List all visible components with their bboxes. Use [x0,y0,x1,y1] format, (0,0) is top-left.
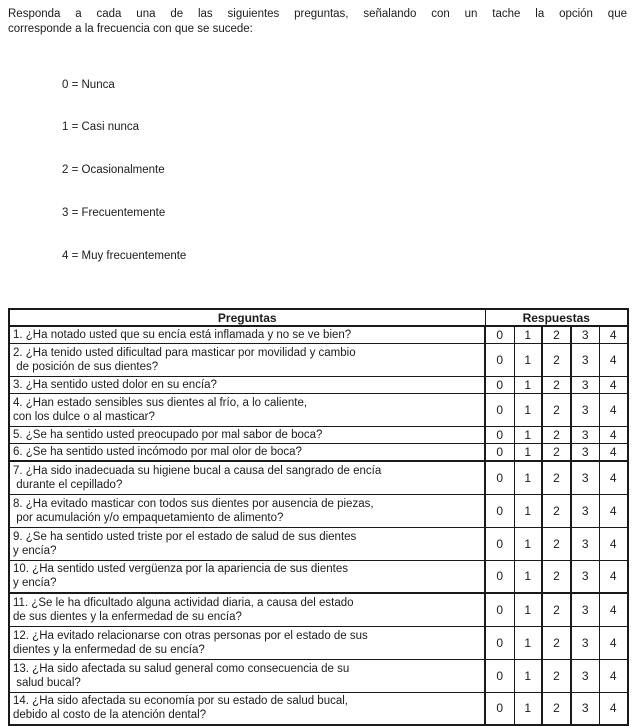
answer-option-0[interactable]: 0 [485,377,514,394]
answer-option-2[interactable]: 2 [542,692,571,725]
answer-option-1[interactable]: 1 [514,344,542,377]
answer-option-1[interactable]: 1 [514,659,542,692]
answer-option-4[interactable]: 4 [599,344,628,377]
table-row [9,444,628,462]
answer-option-1[interactable]: 1 [514,427,542,444]
answer-option-1[interactable]: 1 [514,692,542,725]
question-cell: 4. ¿Han estado sensibles sus dientes al frío, a lo caliente, con los dulce o al masticar? [9,394,485,427]
answer-option-4[interactable]: 4 [599,377,628,394]
question-cell: 7. ¿Ha sido inadecuada su higiene bucal a causa del sangrado de encía durante el cepillado? [9,461,485,494]
answer-option-0[interactable]: 0 [485,626,514,659]
answer-option-0[interactable]: 0 [485,560,514,593]
questions-body [9,326,628,725]
legend-item-4: 4 = Muy frecuentemente [62,250,187,263]
answer-option-0[interactable]: 0 [485,527,514,560]
answer-option-3[interactable]: 3 [571,494,599,527]
question-cell: 2. ¿Ha tenido usted dificultad para masticar por movilidad y cambio de posición de sus dientes? [9,344,485,377]
answer-option-0[interactable]: 0 [485,593,514,626]
answer-option-3[interactable]: 3 [571,692,599,725]
instructions-text [8,7,627,36]
answer-option-4[interactable]: 4 [599,626,628,659]
answer-option-3[interactable]: 3 [571,527,599,560]
answer-option-0[interactable]: 0 [485,444,514,462]
answer-option-4[interactable]: 4 [599,560,628,593]
answer-option-0[interactable]: 0 [485,659,514,692]
table-row [9,692,628,725]
question-cell: 8. ¿Ha evitado masticar con todos sus dientes por ausencia de piezas, por acumulación y/o empaquetamiento de alimento? [9,494,485,527]
table-row [9,344,628,377]
answer-option-4[interactable]: 4 [599,692,628,725]
answer-option-2[interactable]: 2 [542,560,571,593]
frequency-legend [62,49,627,292]
answer-option-4[interactable]: 4 [599,494,628,527]
table-row [9,427,628,444]
answer-option-0[interactable]: 0 [485,427,514,444]
answer-option-2[interactable]: 2 [542,377,571,394]
answer-option-3[interactable]: 3 [571,394,599,427]
answer-option-0[interactable]: 0 [485,344,514,377]
answer-option-3[interactable]: 3 [571,461,599,494]
answer-option-3[interactable]: 3 [571,659,599,692]
legend-item-1: 1 = Casi nunca [62,121,140,134]
answer-option-2[interactable]: 2 [542,494,571,527]
answer-option-0[interactable]: 0 [485,692,514,725]
answer-option-0[interactable]: 0 [485,394,514,427]
question-cell: 9. ¿Se ha sentido usted triste por el estado de salud de sus dientes y encía? [9,527,485,560]
answer-option-1[interactable]: 1 [514,593,542,626]
answer-option-2[interactable]: 2 [542,527,571,560]
answer-option-2[interactable]: 2 [542,444,571,462]
answer-option-1[interactable]: 1 [514,527,542,560]
answer-option-4[interactable]: 4 [599,527,628,560]
question-cell: 1. ¿Ha notado usted que su encía está inflamada y no se ve bien? [9,326,485,344]
question-cell: 11. ¿Se le ha dficultado alguna actividad diaria, a causa del estado de sus dientes y la enfermedad de su encía? [9,593,485,626]
question-cell: 3. ¿Ha sentido usted dolor en su encía? [9,377,485,394]
respuestas-header: Respuestas [485,309,628,326]
answer-option-1[interactable]: 1 [514,444,542,462]
answer-option-3[interactable]: 3 [571,560,599,593]
table-row [9,659,628,692]
table-row [9,461,628,494]
table-row [9,527,628,560]
preguntas-header: Preguntas [9,309,485,326]
answer-option-1[interactable]: 1 [514,560,542,593]
answer-option-0[interactable]: 0 [485,461,514,494]
answer-option-4[interactable]: 4 [599,659,628,692]
answer-option-3[interactable]: 3 [571,427,599,444]
table-row [9,326,628,344]
legend-item-2: 2 = Ocasionalmente [62,164,165,177]
answer-option-2[interactable]: 2 [542,427,571,444]
instructions-line-2: corresponde a la frecuencia con que se sucede: [8,22,253,35]
questionnaire-table [8,308,629,726]
answer-option-4[interactable]: 4 [599,444,628,462]
answer-option-4[interactable]: 4 [599,326,628,344]
answer-option-2[interactable]: 2 [542,326,571,344]
answer-option-4[interactable]: 4 [599,461,628,494]
answer-option-3[interactable]: 3 [571,344,599,377]
instructions-line-1: Responda a cada una de las siguientes preguntas, señalando con un tache la opción que [8,8,627,20]
answer-option-2[interactable]: 2 [542,593,571,626]
legend-item-0: 0 = Nunca [62,78,115,91]
question-cell: 10. ¿Ha sentido usted vergüenza por la apariencia de sus dientes y encía? [9,560,485,593]
answer-option-3[interactable]: 3 [571,593,599,626]
answer-option-3[interactable]: 3 [571,444,599,462]
table-row [9,394,628,427]
answer-option-4[interactable]: 4 [599,593,628,626]
question-cell: 5. ¿Se ha sentido usted preocupado por mal sabor de boca? [9,427,485,444]
answer-option-1[interactable]: 1 [514,394,542,427]
answer-option-0[interactable]: 0 [485,494,514,527]
answer-option-1[interactable]: 1 [514,626,542,659]
question-cell: 13. ¿Ha sido afectada su salud general como consecuencia de su salud bucal? [9,659,485,692]
table-row [9,494,628,527]
answer-option-1[interactable]: 1 [514,377,542,394]
table-row [9,593,628,626]
answer-option-4[interactable]: 4 [599,394,628,427]
question-cell: 6. ¿Se ha sentido usted incómodo por mal olor de boca? [9,444,485,462]
table-header-row [9,309,628,326]
table-row [9,626,628,659]
table-row [9,560,628,593]
answer-option-0[interactable]: 0 [485,326,514,344]
question-cell: 12. ¿Ha evitado relacionarse con otras personas por el estado de sus dientes y la enfermedad de su encía? [9,626,485,659]
answer-option-2[interactable]: 2 [542,659,571,692]
question-cell: 14. ¿Ha sido afectada su economía por su estado de salud bucal, debido al costo de la atención dental? [9,692,485,725]
answer-option-2[interactable]: 2 [542,344,571,377]
answer-option-1[interactable]: 1 [514,494,542,527]
answer-option-4[interactable]: 4 [599,427,628,444]
answer-option-2[interactable]: 2 [542,394,571,427]
answer-option-3[interactable]: 3 [571,626,599,659]
answer-option-3[interactable]: 3 [571,377,599,394]
answer-option-2[interactable]: 2 [542,626,571,659]
answer-option-2[interactable]: 2 [542,461,571,494]
answer-option-3[interactable]: 3 [571,326,599,344]
answer-option-1[interactable]: 1 [514,326,542,344]
legend-item-3: 3 = Frecuentemente [62,207,166,220]
table-row [9,377,628,394]
answer-option-1[interactable]: 1 [514,461,542,494]
